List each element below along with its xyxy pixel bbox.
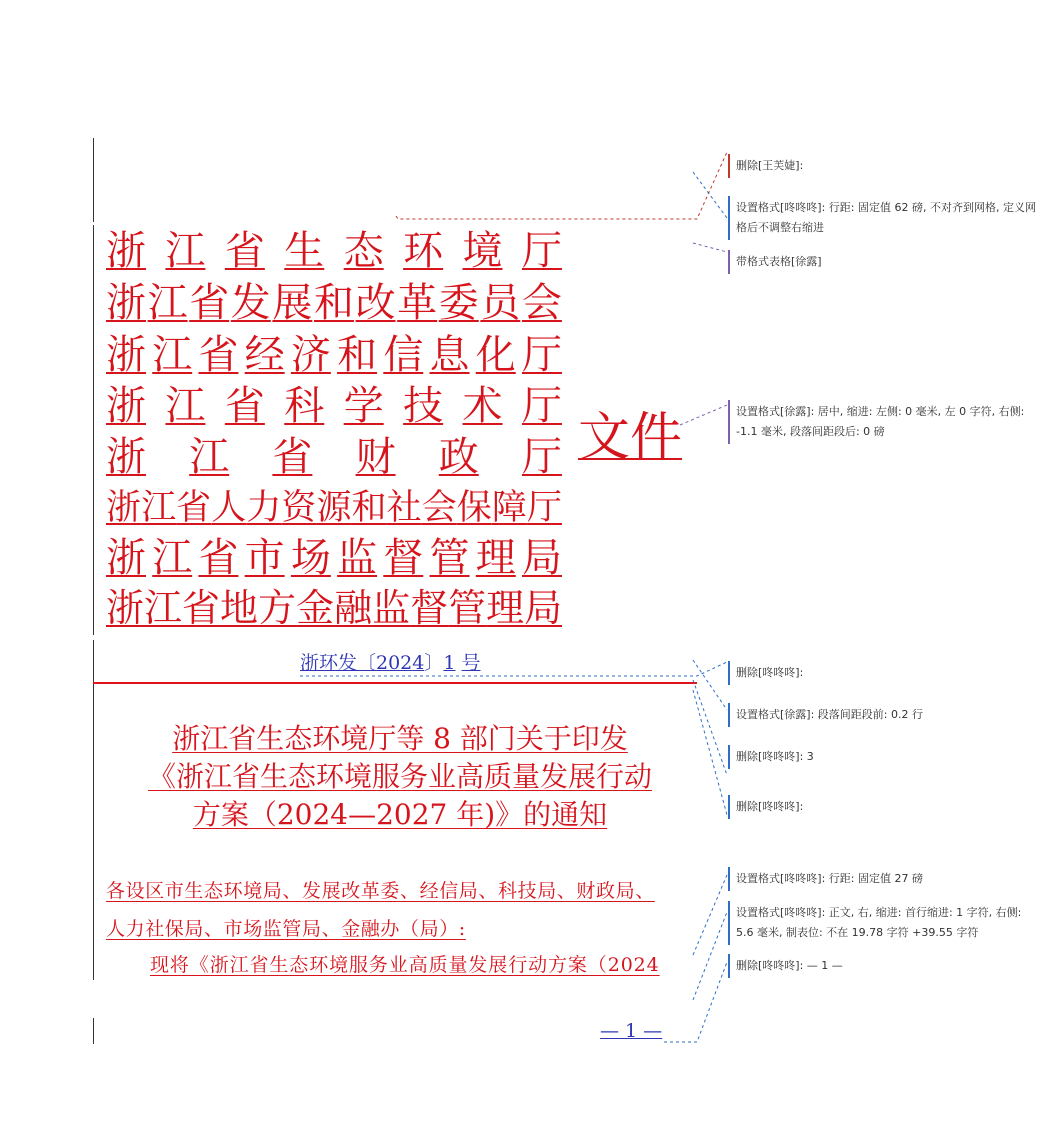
docno-prefix: 浙环发〔202 (300, 652, 413, 674)
comment-balloon[interactable]: 删除[咚咚咚]: (728, 663, 803, 683)
title-line-1: 浙江省生态环境厅等 8 部门关于印发 (172, 722, 628, 755)
page-number: — 1 — (600, 1020, 663, 1042)
comment-balloon[interactable]: 删除[咚咚咚]: — 1 — (728, 956, 843, 976)
comment-balloon[interactable]: 设置格式[咚咚咚]: 行距: 固定值 62 磅, 不对齐到网格, 定义网格后不调整右缩进 (728, 198, 1036, 238)
recipients-line-1: 各设区市生态环境局、发展改革委、经信局、科技局、财政局、 (106, 880, 655, 902)
department-name: 浙 江 省 人 力 资 源 和 社 会 保 障 厅 (106, 488, 562, 528)
docno-close: 〕 (424, 652, 444, 674)
recipients-line-2: 人力社保局、市场监管局、金融办（局）: (106, 918, 466, 940)
docno-suffix: 号 (461, 652, 481, 674)
title-line-2: 《浙江省生态环境服务业高质量发展行动 (147, 760, 652, 793)
department-name: 浙 江 省 地 方 金 融 监 督 管 理 局 (106, 586, 562, 630)
docno-number: 1 (443, 652, 456, 674)
comment-balloon[interactable]: 设置格式[徐露]: 段落间距段前: 0.2 行 (728, 705, 923, 725)
department-name: 浙 江 省 发 展 和 改 革 委 员 会 (106, 280, 562, 326)
department-name: 浙 江 省 科 学 技 术 厅 (106, 383, 562, 429)
comment-balloon[interactable]: 删除[咚咚咚]: 3 (728, 747, 814, 767)
department-name: 浙 江 省 经 济 和 信 息 化 厅 (106, 332, 562, 378)
comment-balloon[interactable]: 设置格式[徐露]: 居中, 缩进: 左侧: 0 毫米, 左 0 字符, 右侧: -1.1 毫米, 段落间距段后: 0 磅 (728, 402, 1036, 442)
comment-balloon[interactable]: 删除[王芙婕]: (728, 156, 803, 176)
comment-balloon[interactable]: 设置格式[咚咚咚]: 正文, 右, 缩进: 首行缩进: 1 字符, 右侧: 5.6 毫米, 制表位: 不在 19.78 字符 +39.55 字符 (728, 903, 1036, 943)
department-name: 浙 江 省 财 政 厅 (106, 434, 562, 480)
paragraph-start: 现将《浙江省生态环境服务业高质量发展行动方案（2024 (150, 954, 660, 976)
department-name: 浙 江 省 生 态 环 境 厅 (106, 228, 562, 274)
document-label: 文件 (578, 408, 683, 468)
docno-year-tail: 4 (412, 652, 425, 674)
department-name: 浙 江 省 市 场 监 督 管 理 局 (106, 535, 562, 581)
title-line-3: 方案（2024—2027 年)》的通知 (192, 798, 608, 831)
comment-balloon[interactable]: 删除[咚咚咚]: (728, 797, 803, 817)
comment-balloon[interactable]: 带格式表格[徐露] (728, 252, 822, 272)
comment-balloon[interactable]: 设置格式[咚咚咚]: 行距: 固定值 27 磅 (728, 869, 923, 889)
